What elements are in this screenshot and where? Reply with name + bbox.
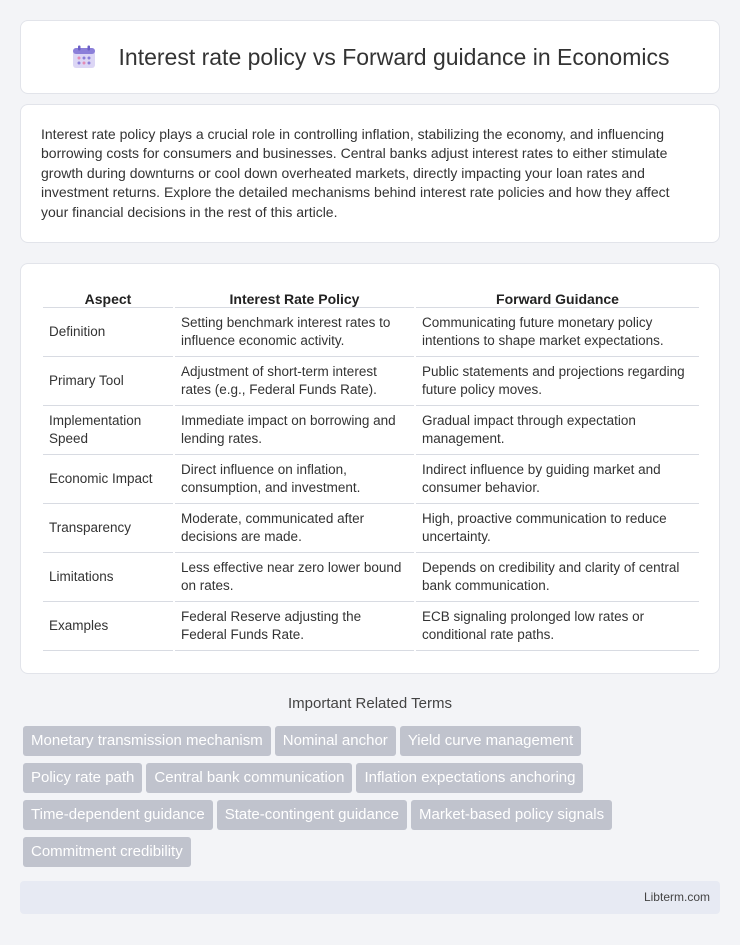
- table-row: [43, 406, 699, 455]
- row-forward-guidance: Public statements and projections regarding future policy moves.: [416, 357, 699, 406]
- header-interest-rate-policy: Interest Rate Policy: [175, 286, 414, 308]
- related-term-tag[interactable]: Monetary transmission mechanism: [23, 726, 271, 756]
- row-interest-rate-policy: Less effective near zero lower bound on rates.: [175, 553, 414, 602]
- row-interest-rate-policy: Federal Reserve adjusting the Federal Funds Rate.: [175, 602, 414, 651]
- row-forward-guidance: High, proactive communication to reduce uncertainty.: [416, 504, 699, 553]
- related-term-tag[interactable]: Nominal anchor: [275, 726, 396, 756]
- related-terms-heading: Important Related Terms: [288, 695, 452, 712]
- row-forward-guidance: ECB signaling prolonged low rates or conditional rate paths.: [416, 602, 699, 651]
- intro-card: [20, 104, 720, 243]
- row-interest-rate-policy: Moderate, communicated after decisions are made.: [175, 504, 414, 553]
- row-aspect: Definition: [43, 308, 173, 357]
- comparison-card: [20, 263, 720, 674]
- header-aspect: Aspect: [43, 286, 173, 308]
- row-aspect: Primary Tool: [43, 357, 173, 406]
- row-aspect: Implementation Speed: [43, 406, 173, 455]
- row-interest-rate-policy: Immediate impact on borrowing and lending rates.: [175, 406, 414, 455]
- row-forward-guidance: Gradual impact through expectation management.: [416, 406, 699, 455]
- related-term-tag[interactable]: Yield curve management: [400, 726, 581, 756]
- table-row: [43, 553, 699, 602]
- row-aspect: Examples: [43, 602, 173, 651]
- related-term-tag[interactable]: Commitment credibility: [23, 837, 191, 867]
- table-row: [43, 308, 699, 357]
- calendar-icon: [71, 44, 97, 70]
- related-term-tag[interactable]: State-contingent guidance: [217, 800, 407, 830]
- page-title: Interest rate policy vs Forward guidance in Economics: [118, 43, 670, 70]
- intro-paragraph: Interest rate policy plays a crucial role in controlling inflation, stabilizing the economy, and influencing borrowing costs for consumers and businesses. Central banks adjust interest rates to either stimulate growth during downturns or cool down overheated markets, directly impacting your loan rates and investment returns. Explore the detailed mechanisms behind interest rate policies and how they affect your financial decisions in the rest of this article.: [41, 126, 670, 220]
- table-row: [43, 602, 699, 651]
- row-interest-rate-policy: Adjustment of short-term interest rates (e.g., Federal Funds Rate).: [175, 357, 414, 406]
- table-header-row: [43, 286, 699, 308]
- comparison-table: [41, 286, 701, 651]
- related-term-tag[interactable]: Market-based policy signals: [411, 800, 612, 830]
- table-row: [43, 455, 699, 504]
- row-interest-rate-policy: Direct influence on inflation, consumption, and investment.: [175, 455, 414, 504]
- related-terms-list: [23, 726, 723, 874]
- row-forward-guidance: Indirect influence by guiding market and consumer behavior.: [416, 455, 699, 504]
- related-term-tag[interactable]: Inflation expectations anchoring: [356, 763, 583, 793]
- row-aspect: Economic Impact: [43, 455, 173, 504]
- row-forward-guidance: Depends on credibility and clarity of central bank communication.: [416, 553, 699, 602]
- related-term-tag[interactable]: Time-dependent guidance: [23, 800, 213, 830]
- row-interest-rate-policy: Setting benchmark interest rates to influence economic activity.: [175, 308, 414, 357]
- footer-site-link[interactable]: Libterm.com: [643, 890, 710, 904]
- row-aspect: Transparency: [43, 504, 173, 553]
- table-row: [43, 504, 699, 553]
- row-forward-guidance: Communicating future monetary policy intentions to shape market expectations.: [416, 308, 699, 357]
- title-card: [20, 20, 720, 94]
- table-row: [43, 357, 699, 406]
- footer: [20, 881, 720, 914]
- related-term-tag[interactable]: Policy rate path: [23, 763, 142, 793]
- related-term-tag[interactable]: Central bank communication: [146, 763, 352, 793]
- row-aspect: Limitations: [43, 553, 173, 602]
- header-forward-guidance: Forward Guidance: [416, 286, 699, 308]
